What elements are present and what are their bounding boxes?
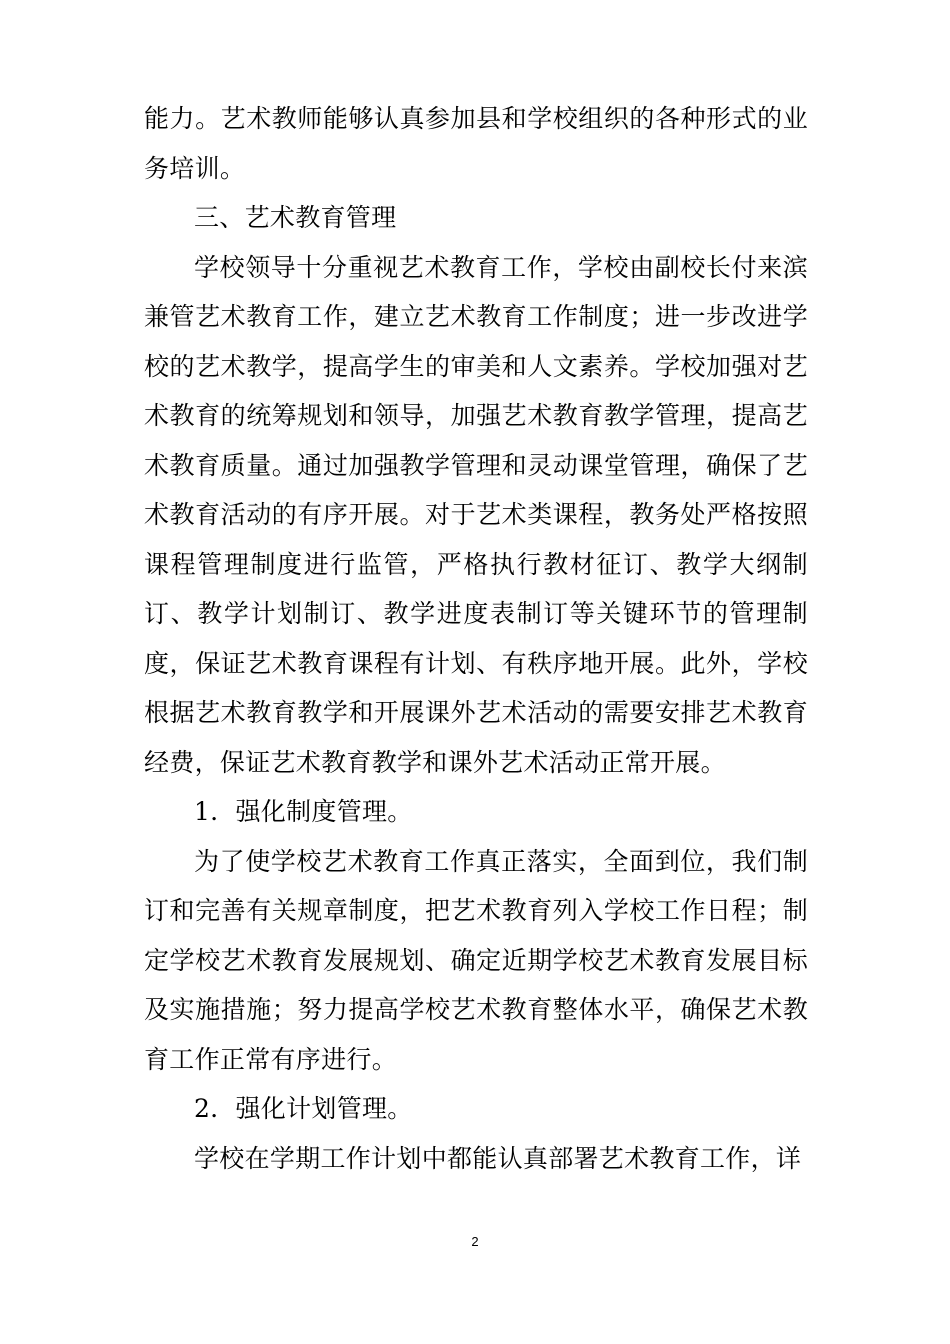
paragraph-training: 能力。艺术教师能够认真参加县和学校组织的各种形式的业务培训。 xyxy=(144,104,808,183)
subheading-system-management: 1．强化制度管理。 xyxy=(194,797,413,826)
section-heading-art-education-management: 三、艺术教育管理 xyxy=(194,203,397,232)
paragraph-leadership: 学校领导十分重视艺术教育工作，学校由副校长付来滨兼管艺术教育工作，建立艺术教育工作制度；进一步改进学校的艺术教学，提高学生的审美和人文素养。学校加强对艺术教育的统筹规划和领导，加强艺术教育教学管理，提高艺术教育质量。通过加强教学管理和灵动课堂管理，确保了艺术教育活动的有序开展。对于艺术类课程，教务处严格按照课程管理制度进行监管，严格执行教材征订、教学大纲制订、教学计划制订、教学进度表制订等关键环节的管理制度，保证艺术教育课程有计划、有秩序地开展。此外，学校根据艺术教育教学和开展课外艺术活动的需要安排艺术教育经费，保证艺术教育教学和课外艺术活动正常开展。 xyxy=(144,252,808,777)
paragraph-semester-plan: 学校在学期工作计划中都能认真部署艺术教育工作，详 xyxy=(194,1143,802,1173)
page-number: 2 xyxy=(471,1234,479,1249)
document-body xyxy=(144,94,808,1183)
subheading-plan-management: 2．强化计划管理。 xyxy=(194,1094,413,1123)
paragraph-regulations: 为了使学校艺术教育工作真正落实，全面到位，我们制订和完善有关规章制度，把艺术教育列入学校工作日程；制定学校艺术教育发展规划、确定近期学校艺术教育发展目标及实施措施；努力提高学校艺术教育整体水平，确保艺术教育工作正常有序进行。 xyxy=(144,846,808,1074)
